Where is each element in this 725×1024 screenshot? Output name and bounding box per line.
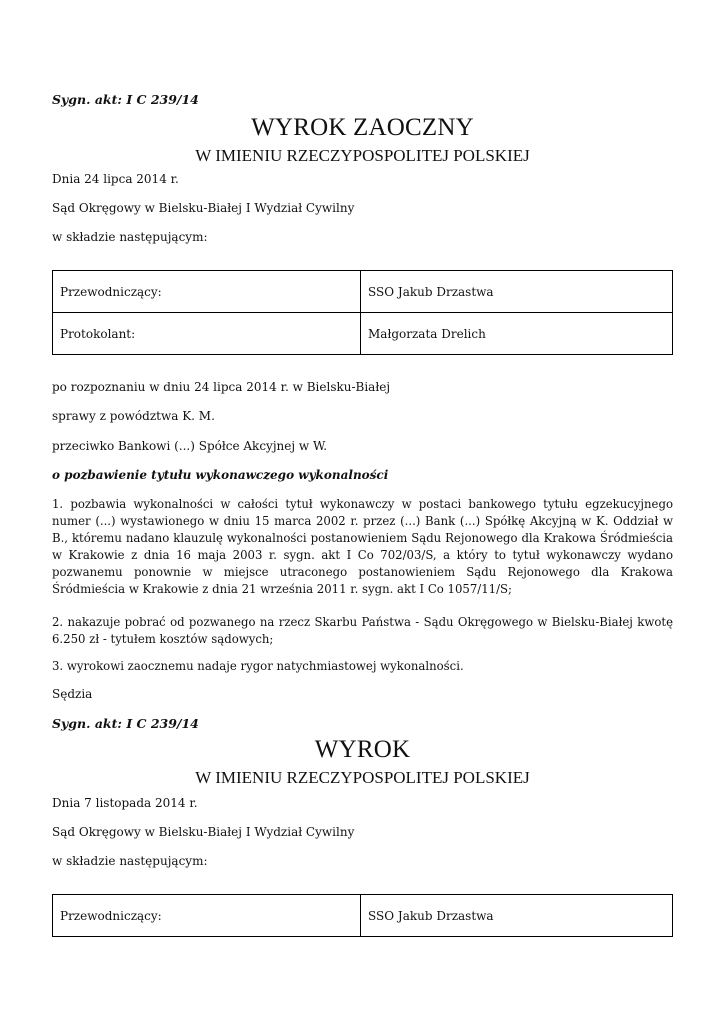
composition-table [52, 270, 673, 355]
name-cell: SSO Jakub Drzastwa [361, 895, 673, 937]
case-signature: Sygn. akt: I C 239/14 [52, 92, 199, 107]
plaintiff-info: sprawy z powództwa K. M. [52, 409, 215, 423]
judge-label: Sędzia [52, 687, 93, 701]
role-cell: Przewodniczący: [53, 895, 361, 937]
judgment-title: WYROK [314, 736, 411, 763]
composition-intro: w składzie następującym: [52, 854, 208, 868]
case-subject: o pozbawienie tytułu wykonawczego wykonalności [52, 468, 389, 482]
role-cell: Protokolant: [53, 313, 361, 355]
composition-table [52, 894, 673, 937]
verdict-point-3: 3. wyrokowi zaocznemu nadaje rygor natychmiastowej wykonalności. [52, 659, 464, 673]
name-cell: SSO Jakub Drzastwa [361, 271, 673, 313]
judgment-title: WYROK ZAOCZNY [251, 114, 474, 141]
hearing-info: po rozpoznaniu w dniu 24 lipca 2014 r. w Bielsku-Białej [52, 380, 391, 394]
judgment-date: Dnia 7 listopada 2014 r. [52, 796, 198, 810]
case-signature: Sygn. akt: I C 239/14 [52, 716, 199, 731]
table-row [53, 895, 673, 937]
judgment-subtitle: W IMIENIU RZECZYPOSPOLITEJ POLSKIEJ [195, 768, 530, 787]
verdict-point-2: 2. nakazuje pobrać od pozwanego na rzecz Skarbu Państwa - Sądu Okręgowego w Bielsku-Białej kwotę 6.250 zł - tytułem kosztów sądowych; [52, 615, 673, 646]
defendant-info: przeciwko Bankowi (...) Spółce Akcyjnej w W. [52, 439, 328, 453]
composition-intro: w składzie następującym: [52, 230, 208, 244]
court-name: Sąd Okręgowy w Bielsku-Białej I Wydział Cywilny [52, 825, 355, 839]
verdict-point-1: 1. pozbawia wykonalności w całości tytuł wykonawczy w postaci bankowego tytułu egzekucyjnego numer (...) wystawionego w dniu 15 marca 2002 r. przez (...) Bank (...) Spółkę Akcyjną w K. Oddział w B., któremu nadano klauzulę wykonalności postanowieniem Sądu Rejonowego dla Krakowa Śródmieścia w Krakowie z dnia 16 maja 2003 r. sygn. akt I Co 702/03/S, a który to tytuł wykonawczy wydano pozwanemu ponownie w miejsce utraconego postanowieniem Sądu Rejonowego dla Krakowa Śródmieścia w Krakowie z dnia 21 września 2011 r. sygn. akt I Co 1057/11/S; [52, 497, 673, 596]
judgment-subtitle: W IMIENIU RZECZYPOSPOLITEJ POLSKIEJ [195, 146, 530, 165]
name-cell: Małgorzata Drelich [361, 313, 673, 355]
table-row [53, 271, 673, 313]
role-cell: Przewodniczący: [53, 271, 361, 313]
table-row [53, 313, 673, 355]
judgment-date: Dnia 24 lipca 2014 r. [52, 172, 179, 186]
court-name: Sąd Okręgowy w Bielsku-Białej I Wydział Cywilny [52, 201, 355, 215]
